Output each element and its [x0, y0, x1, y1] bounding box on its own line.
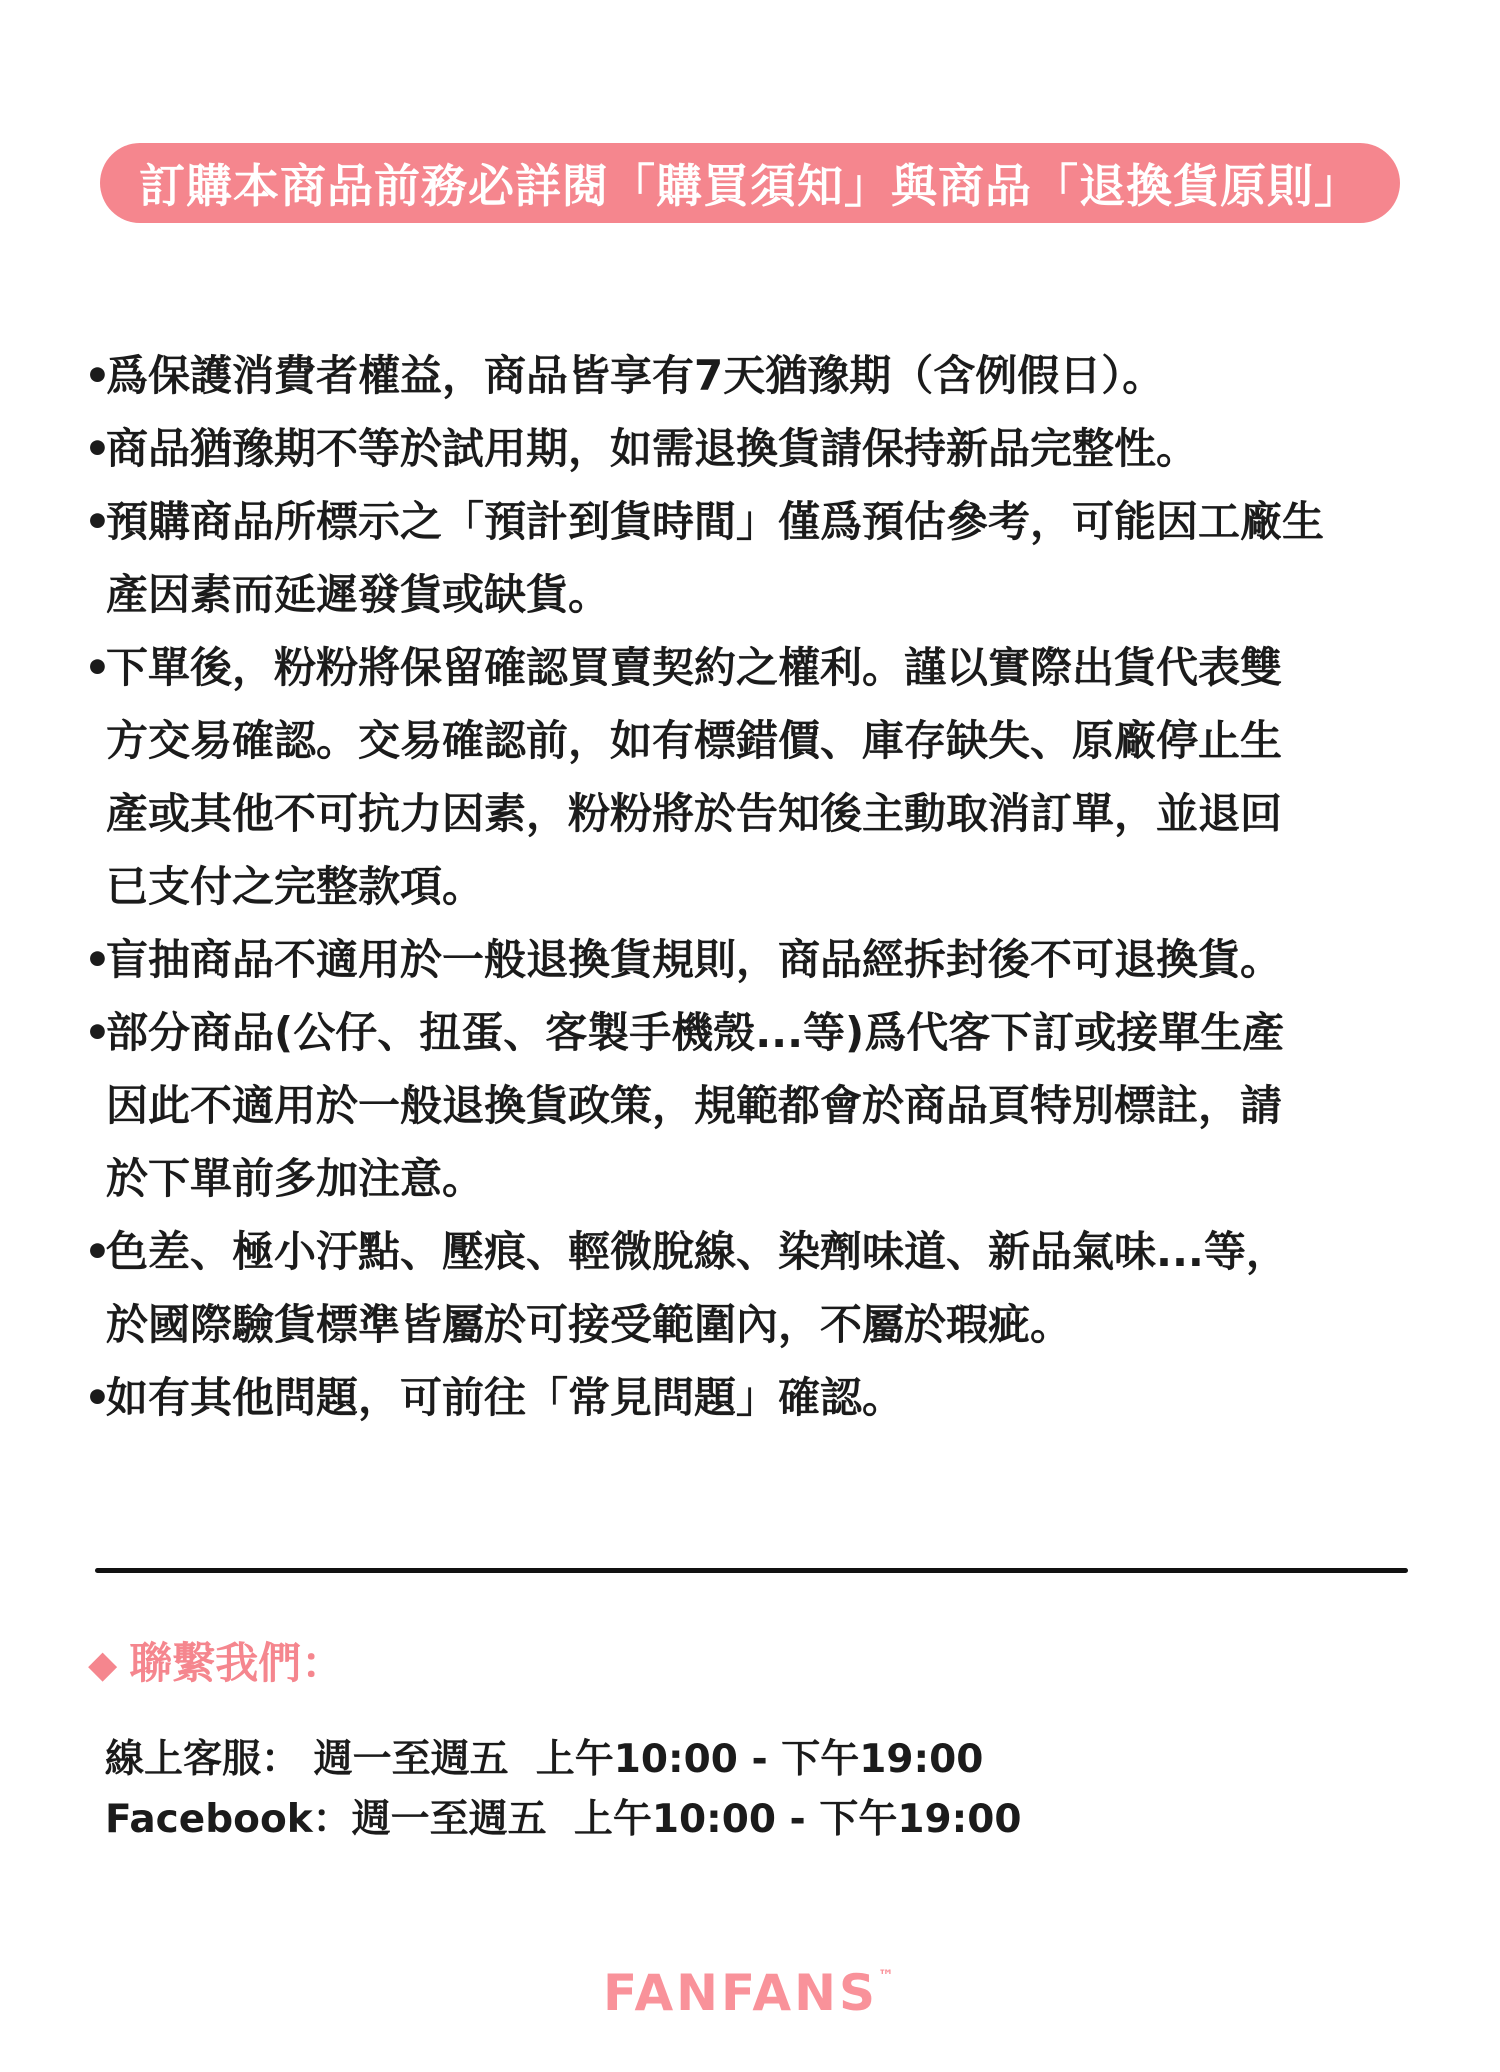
notice-item	[84, 339, 1424, 412]
bullet-icon: •	[84, 1373, 111, 1422]
notice-line: 盲抽商品不適用於一般退換貨規則，商品經拆封後不可退換貨。	[106, 935, 1283, 984]
notice-line: 色差、極小汙點、壓痕、輕微脫線、染劑味道、新品氣味...等，	[106, 1227, 1288, 1276]
notice-line: 已支付之完整款項。	[106, 862, 485, 911]
bullet-icon: •	[84, 643, 111, 692]
contact-line-support: 線上客服： 週一至週五 上午10:00 - 下午19:00	[105, 1737, 984, 1782]
notice-banner	[100, 143, 1400, 223]
contact-heading	[88, 1634, 344, 1694]
diamond-icon: ◆	[88, 1642, 118, 1686]
contact-heading-label: 聯繫我們：	[129, 1639, 345, 1689]
notice-item	[84, 923, 1424, 996]
notice-list	[84, 339, 1424, 1434]
notice-line: 商品猶豫期不等於試用期，如需退換貨請保持新品完整性。	[106, 424, 1199, 473]
bullet-icon: •	[84, 497, 111, 546]
notice-line: 預購商品所標示之「預計到貨時間」僅爲預估參考，可能因工廠生	[106, 497, 1325, 546]
notice-line: 產或其他不可抗力因素，粉粉將於告知後主動取消訂單，並退回	[106, 789, 1283, 838]
bullet-icon: •	[84, 935, 111, 984]
notice-item	[84, 1361, 1424, 1434]
notice-item	[84, 1215, 1424, 1361]
fanfans-logo-text: FANFANS	[603, 1964, 878, 2022]
notice-line: 於下單前多加注意。	[106, 1154, 485, 1203]
bullet-icon: •	[84, 1227, 111, 1276]
notice-line: 產因素而延遲發貨或缺貨。	[106, 570, 611, 619]
notice-line: 爲保護消費者權益，商品皆享有7天猶豫期（含例假日）。	[106, 351, 1165, 400]
bullet-icon: •	[84, 1008, 111, 1057]
footer	[0, 1966, 1500, 2020]
bullet-icon: •	[84, 424, 111, 473]
banner-title: 訂購本商品前務必詳閱「購買須知」與商品「退換貨原則」	[139, 159, 1361, 213]
notice-line: 方交易確認。交易確認前，如有標錯價、庫存缺失、原廠停止生	[106, 716, 1283, 765]
notice-item	[84, 485, 1424, 631]
notice-item	[84, 996, 1424, 1215]
notice-line: 於國際驗貨標準皆屬於可接受範圍內，不屬於瑕疵。	[106, 1300, 1073, 1349]
trademark-symbol: ™	[877, 1966, 897, 1985]
notice-line: 如有其他問題，可前往「常見問題」確認。	[106, 1373, 905, 1422]
notice-line: 下單後，粉粉將保留確認買賣契約之權利。謹以實際出貨代表雙	[106, 643, 1283, 692]
notice-item	[84, 412, 1424, 485]
notice-line: 部分商品(公仔、扭蛋、客製手機殼...等)爲代客下訂或接單生產	[106, 1008, 1285, 1057]
contact-line-facebook: Facebook：週一至週五 上午10:00 - 下午19:00	[105, 1797, 1022, 1842]
notice-item	[84, 631, 1424, 923]
notice-line: 因此不適用於一般退換貨政策，規範都會於商品頁特別標註，請	[106, 1081, 1283, 1130]
fanfans-logo	[603, 1966, 897, 2020]
contact-info	[105, 1730, 1021, 1850]
bullet-icon: •	[84, 351, 111, 400]
section-divider	[95, 1568, 1408, 1573]
